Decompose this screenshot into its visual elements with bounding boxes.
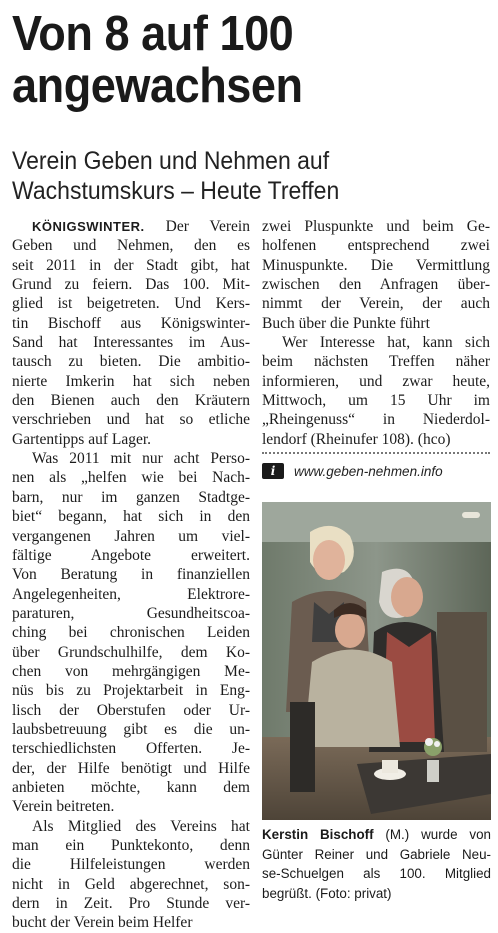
article-line: barn, nur im ganzen Stadtge- [12, 488, 250, 506]
article-line: Gartentipps auf Lager. [12, 430, 152, 448]
article-line: Angelegenheiten, Elektrore- [12, 585, 250, 603]
caption-name: Kerstin Bischoff [262, 827, 374, 842]
headline [12, 8, 454, 112]
article-line: holfenen entsprechend zwei [262, 237, 490, 255]
article-line: Was 2011 mit nur acht Perso- [32, 450, 250, 468]
article-text: Der Verein [144, 218, 250, 235]
article-line: anbieten möchte, kann dem [12, 778, 250, 796]
article-line: nimmt der Verein, der auch [262, 295, 490, 313]
article-line: chen von mehrgängigen Me- [12, 662, 250, 680]
article-line: Buch über die Punkte führt [262, 314, 430, 332]
article-line: seit 2011 in der Stadt gibt, hat [12, 256, 250, 274]
article-line: dern in Zeit. Pro Stunde ver- [12, 895, 250, 913]
article-line: „Rheingenuss“ in Niederdol- [262, 411, 490, 429]
article-line: verschrieben und hat so etliche [12, 411, 250, 429]
article-line: der, der Hilfe benötigt und Hilfe [12, 759, 250, 777]
article-line: terschiedlichsten Offerten. Je- [12, 740, 250, 758]
article-line [12, 217, 250, 236]
headline-line-1: Von 8 auf 100 [12, 7, 294, 61]
article-line: nüs bis zu Projektarbeit in Eng- [12, 682, 250, 700]
article-line: bucht der Verein beim Helfer [12, 914, 193, 932]
article-line: nicht in Geld abgerechnet, son- [12, 875, 250, 893]
info-icon: i [262, 463, 284, 479]
article-line: den Bienen auch den Kräutern [12, 392, 250, 410]
article-line: Geben und Nehmen, den es [12, 237, 250, 255]
article-line: Von Beratung in finanziellen [12, 566, 250, 584]
caption-text: (M.) wurde von [373, 827, 491, 842]
article-line: nen als „helfen wie bei Nach- [12, 469, 250, 487]
subheadline-line-2: Wachstumskurs – Heute Treffen [12, 177, 340, 205]
article-line: Mittwoch, um 15 Uhr im [262, 392, 490, 410]
dateline: KÖNIGSWINTER. [32, 219, 145, 234]
photo-illustration [262, 502, 491, 820]
article-line: zwei Pluspunkte und beim Ge- [262, 218, 490, 235]
article-line: zwischen den Anfragen über- [262, 276, 490, 294]
website-link[interactable] [262, 460, 490, 482]
subheadline-line-1: Verein Geben und Nehmen auf [12, 147, 330, 175]
article-line: beim nächsten Treffen näher [262, 353, 490, 371]
article-line: lendorf (Rheinufer 108). (hco) [262, 430, 451, 448]
article-column-right [262, 217, 490, 449]
article-line: nierte Imkerin hat sich neben [12, 372, 250, 390]
article-line: über Grundschulhilfe, dem Ko- [12, 643, 250, 661]
caption-line [262, 825, 491, 845]
article-line: biet“ begann, hat sich in den [12, 508, 250, 526]
article-line: Minuspunkte. Die Vermittlung [262, 256, 490, 274]
caption-line: se-Schuelgen als 100. Mitglied [262, 866, 491, 881]
website-link-text: www.geben-nehmen.info [294, 463, 443, 479]
article-photo [262, 502, 491, 820]
article-line: tausch zu bieten. Die ambitio- [12, 353, 250, 371]
article-line: informieren, und zwar heute, [262, 372, 490, 390]
subheadline [12, 146, 454, 206]
article-line: Verein beitreten. [12, 798, 115, 816]
article-line: tin Bischoff aus Königswinter- [12, 314, 250, 332]
dotted-divider [262, 452, 490, 454]
article-line: Sand hat Interessantes im Aus- [12, 334, 250, 352]
article-line: fältige Angebote erweitert. [12, 546, 250, 564]
photo-caption [262, 825, 491, 903]
caption-line: Günter Reiner und Gabriele Neu- [262, 846, 491, 862]
article-column-left [12, 217, 250, 933]
article-line: ching bei chronischen Leiden [12, 624, 250, 642]
article-line: paraturen, Gesundheitscoa- [12, 604, 250, 622]
article-line: man ein Punktekonto, denn [12, 837, 250, 854]
article-line: Wer Interesse hat, kann sich [282, 334, 490, 352]
article-line: glied ist beigetreten. Und Kers- [12, 295, 250, 313]
article-line: lisch der Oberstufen oder Ur- [12, 701, 250, 719]
article-line: Als Mitglied des Vereins hat [32, 817, 250, 835]
headline-line-2: angewachsen [12, 59, 303, 113]
article-line: vergangenen Jahren um viel- [12, 527, 250, 545]
article-line: Grund zu feiern. Das 100. Mit- [12, 276, 250, 294]
article-line: die Hilfeleistungen werden [12, 856, 250, 874]
article-line: laubsbetreuung gibt es die un- [12, 720, 250, 738]
caption-line: begrüßt. (Foto: privat) [262, 885, 392, 901]
